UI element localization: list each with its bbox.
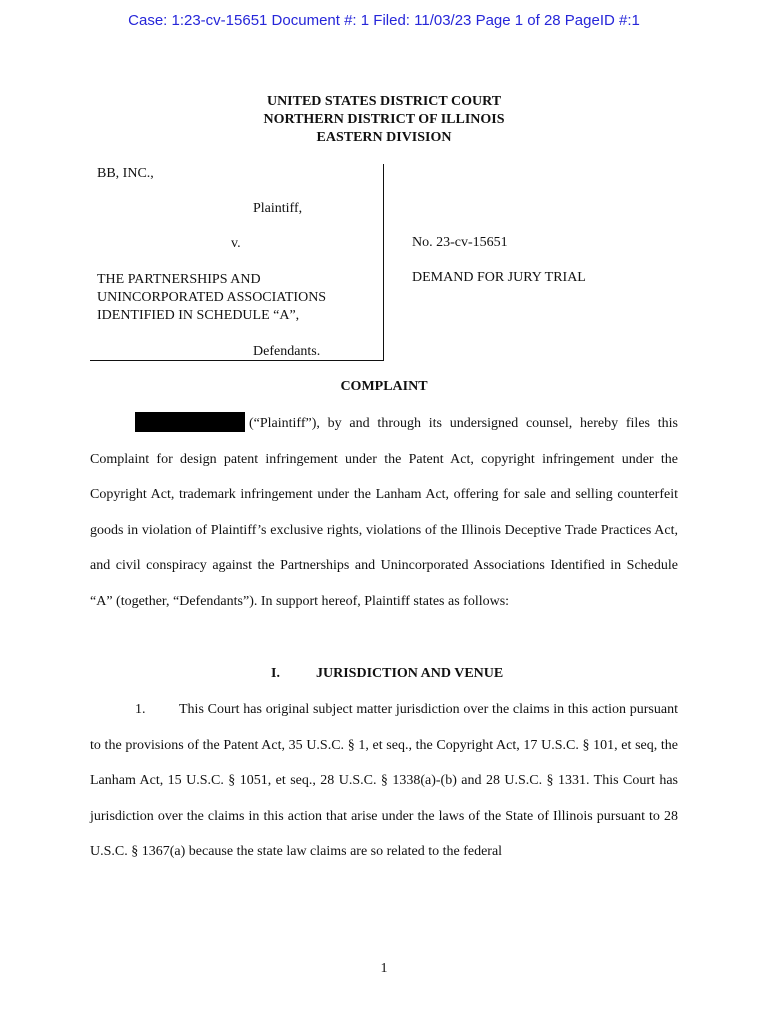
defendant-name-line: THE PARTNERSHIPS AND <box>97 272 261 287</box>
document-title: COMPLAINT <box>340 379 428 394</box>
ecf-filing-header: Case: 1:23-cv-15651 Document #: 1 Filed: 11/03/23 Page 1 of 28 PageID #:1 <box>128 12 640 29</box>
section-number: I. <box>271 666 280 681</box>
page-number: 1 <box>380 961 388 976</box>
case-number: No. 23-cv-15651 <box>412 235 508 250</box>
defendant-role: Defendants. <box>253 344 321 359</box>
paragraph-text: This Court has original subject matter jurisdiction over the claims in this action pursuant to the provisions of the Patent Act, 35 U.S.C. § 1, et seq., the Copyright Act, 17 U.S.C. § 101, et seq, the Lanham Act, 15 U.S.C. § 1051, et seq., 28 U.S.C. § 1338(a)-(b) and 28 U.S.C. § 1331. This Court has jurisdiction over the claims in this action that arise under the laws of the State of Illinois pursuant to 28 U.S.C. § 1367(a) because the state law claims are so related to the federal <box>90 702 678 860</box>
plaintiff-name: BB, INC., <box>97 166 154 181</box>
case-caption-parties <box>90 164 384 361</box>
section-title: JURISDICTION AND VENUE <box>316 666 504 681</box>
court-district: NORTHERN DISTRICT OF ILLINOIS <box>263 112 505 127</box>
plaintiff-role: Plaintiff, <box>253 201 303 216</box>
defendant-name-block <box>97 271 326 325</box>
court-heading <box>0 93 768 147</box>
court-name: UNITED STATES DISTRICT COURT <box>266 94 502 109</box>
intro-paragraph <box>90 406 678 620</box>
numbered-paragraph <box>90 692 678 870</box>
paragraph-number: 1. <box>135 702 146 717</box>
defendant-name-line: UNINCORPORATED ASSOCIATIONS <box>97 290 327 305</box>
section-heading <box>271 666 503 682</box>
redaction-bar <box>135 412 245 432</box>
versus-label: v. <box>231 236 241 251</box>
court-division: EASTERN DIVISION <box>316 130 452 145</box>
intro-paragraph-text: (“Plaintiff”), by and through its undersigned counsel, hereby files this Complaint for design patent infringement under the Patent Act, copyright infringement under the Copyright Act, trademark infringement under the Lanham Act, offering for sale and selling counterfeit goods in violation of Plaintiff’s exclusive rights, violations of the Illinois Deceptive Trade Practices Act, and civil conspiracy against the Partnerships and Unincorporated Associations Identified in Schedule “A” (together, “Defendants”). In support hereof, Plaintiff states as follows: <box>90 416 678 609</box>
defendant-name-line: IDENTIFIED IN SCHEDULE “A”, <box>97 308 300 323</box>
jury-demand: DEMAND FOR JURY TRIAL <box>412 270 586 285</box>
